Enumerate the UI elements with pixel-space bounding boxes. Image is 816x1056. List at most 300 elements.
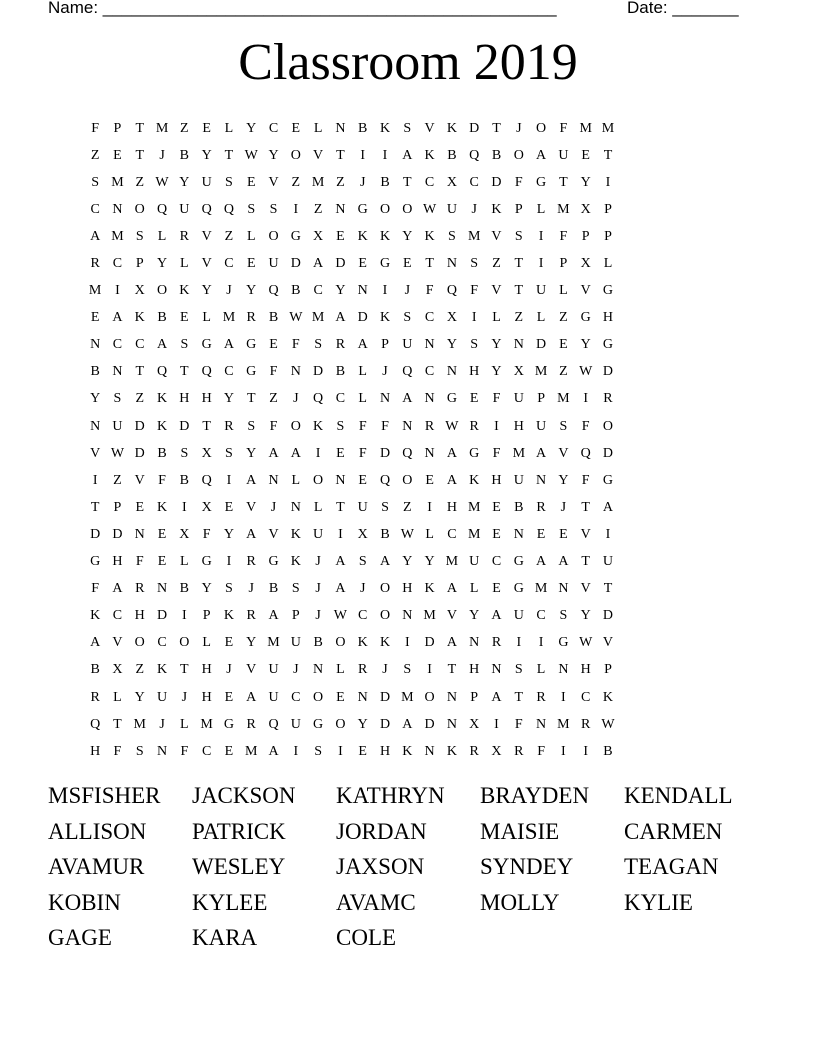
grid-letter: P — [559, 256, 568, 272]
grid-letter: J — [315, 581, 321, 597]
grid-letter: Q — [446, 283, 457, 299]
grid-letter: Q — [201, 201, 212, 217]
grid-letter: C — [112, 256, 123, 272]
grid-letter: H — [446, 499, 457, 515]
grid-letter: I — [494, 716, 499, 732]
grid-letter: A — [335, 581, 346, 597]
grid-letter: H — [379, 743, 391, 759]
grid-letter: M — [601, 120, 615, 136]
grid-letter: F — [269, 418, 278, 434]
grid-letter: J — [471, 201, 477, 217]
grid-letter: J — [359, 581, 366, 597]
grid-letter: K — [357, 228, 368, 244]
grid-letter: N — [491, 662, 502, 678]
grid-letter: X — [491, 743, 502, 759]
grid-letter: E — [425, 472, 434, 488]
grid-letter: W — [155, 174, 169, 190]
grid-letter: E — [224, 743, 234, 759]
grid-letter: J — [404, 283, 411, 299]
grid-row — [84, 359, 619, 386]
grid-letter: B — [90, 662, 100, 678]
grid-letter: V — [491, 283, 502, 299]
grid-letter: C — [313, 283, 323, 299]
grid-letter: E — [224, 689, 234, 705]
grid-letter: N — [536, 472, 547, 488]
grid-letter: S — [225, 581, 233, 597]
grid-letter: R — [246, 608, 256, 624]
grid-letter: Z — [224, 228, 234, 244]
word-list-item: MOLLY — [480, 889, 560, 915]
grid-letter: C — [112, 608, 123, 624]
grid-letter: O — [379, 581, 391, 597]
grid-letter: X — [313, 228, 324, 244]
grid-letter: S — [470, 256, 479, 272]
grid-letter: K — [424, 228, 435, 244]
grid-letter: F — [537, 743, 545, 759]
grid-letter: Z — [135, 662, 145, 678]
grid-letter: I — [338, 526, 343, 542]
grid-letter: S — [514, 662, 523, 678]
grid-letter: I — [293, 743, 299, 759]
grid-letter: W — [579, 635, 593, 651]
grid-letter: N — [513, 337, 524, 353]
grid-letter: S — [514, 228, 523, 244]
grid-letter: D — [290, 256, 301, 272]
grid-letter: C — [424, 174, 435, 190]
grid-letter: Z — [559, 364, 568, 380]
grid-letter: W — [579, 364, 593, 380]
grid-letter: A — [246, 689, 257, 705]
grid-letter: K — [602, 689, 614, 705]
grid-letter: S — [448, 228, 456, 244]
grid-letter: F — [180, 743, 189, 759]
grid-letter: T — [336, 147, 345, 163]
grid-letter: E — [224, 499, 234, 515]
grid-letter: Q — [580, 445, 591, 461]
grid-letter: U — [469, 554, 480, 570]
grid-letter: T — [559, 174, 568, 190]
grid-letter: V — [268, 526, 279, 542]
word-list-item: KATHRYN — [336, 783, 445, 808]
grid-letter: A — [536, 147, 547, 163]
grid-letter: U — [201, 174, 212, 190]
grid-letter: Y — [424, 554, 435, 570]
grid-letter: T — [447, 662, 457, 678]
grid-letter: N — [335, 201, 346, 217]
grid-letter: S — [225, 174, 233, 190]
grid-letter: B — [157, 445, 167, 461]
grid-letter: K — [156, 418, 168, 434]
grid-letter: K — [290, 554, 301, 570]
grid-letter: R — [246, 716, 256, 732]
grid-letter: F — [581, 418, 590, 434]
grid-letter: I — [315, 445, 321, 461]
grid-letter: D — [179, 418, 190, 434]
grid-letter: C — [157, 635, 167, 651]
grid-letter: Y — [469, 608, 480, 624]
grid-letter: J — [293, 662, 299, 678]
grid-letter: N — [402, 608, 413, 624]
grid-letter: S — [403, 662, 412, 678]
grid-letter: D — [379, 445, 391, 461]
grid-letter: O — [424, 689, 435, 705]
grid-letter: M — [423, 608, 436, 624]
grid-letter: R — [246, 310, 256, 326]
grid-letter: V — [201, 256, 212, 272]
grid-letter: R — [424, 418, 435, 434]
grid-letter: Y — [246, 635, 257, 651]
grid-letter: J — [315, 554, 321, 570]
grid-letter: M — [111, 228, 124, 244]
grid-letter: E — [581, 147, 590, 163]
grid-letter: I — [293, 201, 299, 217]
grid-letter: T — [425, 256, 434, 272]
grid-letter: Q — [268, 716, 279, 732]
grid-letter: B — [291, 283, 301, 299]
grid-letter: M — [467, 228, 481, 244]
word-list-item: JORDAN — [336, 818, 427, 844]
grid-letter: F — [514, 716, 523, 732]
grid-letter: Z — [269, 391, 278, 407]
grid-letter: F — [135, 554, 144, 570]
grid-letter: B — [313, 635, 323, 651]
grid-letter: I — [404, 635, 410, 651]
grid-letter: I — [92, 472, 98, 488]
grid-letter: S — [403, 310, 412, 326]
grid-letter: E — [224, 635, 234, 651]
grid-letter: U — [446, 201, 457, 217]
grid-letter: L — [224, 120, 234, 136]
grid-letter: G — [536, 174, 547, 190]
grid-letter: A — [446, 635, 457, 651]
grid-letter: T — [514, 256, 524, 272]
grid-letter: I — [494, 418, 499, 434]
grid-letter: P — [113, 499, 122, 515]
grid-letter: J — [159, 147, 165, 163]
grid-letter: U — [513, 472, 524, 488]
grid-letter: Y — [402, 554, 413, 570]
grid-letter: S — [336, 418, 345, 434]
grid-letter: I — [561, 689, 566, 705]
grid-letter: G — [602, 283, 614, 299]
grid-letter: E — [246, 174, 256, 190]
grid-letter: O — [134, 201, 145, 217]
grid-letter: C — [581, 689, 591, 705]
grid-letter: I — [583, 391, 589, 407]
grid-letter: R — [224, 418, 234, 434]
grid-letter: X — [469, 716, 480, 732]
grid-row — [84, 440, 619, 467]
grid-letter: I — [115, 283, 120, 299]
grid-letter: L — [536, 662, 546, 678]
grid-letter: S — [559, 418, 568, 434]
grid-letter: K — [90, 608, 101, 624]
grid-letter: B — [491, 147, 502, 163]
grid-letter: A — [335, 554, 346, 570]
grid-letter: U — [402, 337, 413, 353]
grid-letter: M — [467, 499, 481, 515]
grid-letter: A — [446, 472, 457, 488]
grid-letter: Y — [201, 581, 212, 597]
grid-letter: G — [246, 364, 257, 380]
grid-letter: T — [180, 662, 189, 678]
grid-letter: K — [379, 228, 391, 244]
grid-letter: F — [358, 445, 367, 461]
grid-letter: R — [469, 418, 479, 434]
grid-letter: N — [424, 337, 435, 353]
grid-letter: K — [469, 472, 480, 488]
grid-letter: D — [602, 364, 614, 380]
grid-letter: L — [291, 472, 301, 488]
grid-letter: H — [402, 581, 413, 597]
grid-letter: S — [91, 174, 100, 190]
grid-letter: M — [88, 283, 102, 299]
grid-letter: M — [155, 120, 169, 136]
header-line — [48, 0, 748, 20]
grid-letter: M — [311, 310, 325, 326]
grid-letter: J — [181, 689, 188, 705]
grid-letter: Y — [156, 256, 168, 272]
grid-letter: E — [113, 147, 122, 163]
grid-letter: K — [134, 310, 145, 326]
grid-letter: N — [536, 716, 547, 732]
grid-letter: E — [358, 256, 367, 272]
grid-letter: T — [403, 174, 412, 190]
grid-letter: F — [559, 228, 568, 244]
word-list-item: KYLEE — [192, 889, 268, 915]
grid-letter: D — [602, 445, 614, 461]
grid-letter: A — [268, 445, 279, 461]
grid-letter: I — [360, 147, 366, 163]
grid-letter: H — [469, 364, 480, 380]
grid-letter: Q — [223, 201, 234, 217]
grid-row — [84, 657, 619, 684]
grid-letter: D — [112, 526, 123, 542]
word-list — [48, 780, 778, 958]
grid-letter: P — [135, 256, 144, 272]
grid-row — [84, 115, 619, 142]
grid-letter: W — [244, 147, 258, 163]
grid-letter: G — [580, 310, 591, 326]
grid-letter: A — [112, 310, 123, 326]
grid-letter: Y — [558, 472, 569, 488]
grid-letter: X — [513, 364, 524, 380]
grid-letter: X — [201, 445, 212, 461]
grid-letter: V — [112, 635, 123, 651]
grid-letter: I — [226, 472, 232, 488]
grid-letter: O — [156, 283, 168, 299]
grid-letter: U — [268, 256, 279, 272]
grid-letter: F — [559, 120, 568, 136]
grid-letter: Y — [201, 283, 212, 299]
grid-letter: V — [90, 445, 101, 461]
grid-letter: P — [537, 391, 545, 407]
grid-letter: L — [180, 716, 189, 732]
grid-letter: K — [156, 662, 168, 678]
grid-letter: C — [201, 743, 212, 759]
grid-letter: C — [268, 120, 279, 136]
word-list-item: AVAMC — [336, 889, 416, 915]
grid-letter: U — [357, 499, 368, 515]
word-list-item: KARA — [192, 925, 258, 950]
grid-letter: O — [313, 689, 324, 705]
grid-letter: H — [201, 391, 212, 407]
grid-letter: N — [446, 689, 457, 705]
grid-letter: D — [134, 445, 145, 461]
grid-letter: Y — [491, 364, 502, 380]
grid-letter: N — [424, 743, 435, 759]
grid-letter: D — [90, 526, 101, 542]
grid-letter: G — [313, 716, 324, 732]
grid-letter: N — [90, 418, 101, 434]
grid-letter: N — [156, 581, 168, 597]
grid-letter: J — [382, 662, 388, 678]
grid-letter: U — [536, 283, 547, 299]
grid-letter: V — [580, 581, 591, 597]
grid-letter: P — [514, 201, 523, 217]
grid-letter: L — [313, 120, 323, 136]
grid-letter: A — [491, 689, 502, 705]
grid-letter: N — [335, 472, 346, 488]
grid-letter: N — [424, 445, 435, 461]
grid-letter: I — [226, 554, 232, 570]
grid-letter: N — [379, 391, 391, 407]
grid-letter: R — [514, 743, 524, 759]
grid-letter: L — [202, 635, 211, 651]
word-list-item: ALLISON — [48, 818, 147, 844]
grid-letter: W — [110, 445, 125, 461]
grid-letter: S — [247, 201, 256, 217]
grid-letter: D — [379, 716, 391, 732]
grid-letter: E — [403, 256, 412, 272]
grid-letter: P — [381, 337, 389, 353]
grid-letter: D — [424, 635, 435, 651]
grid-letter: R — [491, 635, 502, 651]
grid-letter: Y — [402, 228, 413, 244]
grid-letter: E — [469, 391, 479, 407]
grid-row — [84, 250, 619, 277]
grid-letter: G — [290, 228, 301, 244]
grid-letter: O — [402, 472, 413, 488]
grid-letter: L — [246, 228, 256, 244]
grid-letter: M — [245, 743, 258, 759]
grid-letter: E — [135, 499, 145, 515]
grid-letter: Q — [156, 364, 168, 380]
grid-letter: A — [536, 445, 547, 461]
grid-letter: O — [402, 201, 413, 217]
grid-letter: G — [357, 201, 368, 217]
grid-letter: S — [247, 418, 256, 434]
grid-letter: V — [268, 174, 279, 190]
grid-letter: R — [536, 689, 546, 705]
grid-letter: S — [403, 120, 412, 136]
grid-letter: E — [336, 228, 345, 244]
grid-letter: V — [558, 445, 569, 461]
grid-letter: N — [290, 499, 301, 515]
grid-letter: H — [179, 391, 190, 407]
grid-letter: E — [492, 526, 501, 542]
grid-letter: Y — [90, 391, 101, 407]
grid-letter: L — [180, 554, 189, 570]
grid-letter: E — [90, 310, 100, 326]
grid-letter: B — [380, 174, 390, 190]
grid-letter: S — [269, 201, 278, 217]
grid-letter: H — [201, 689, 212, 705]
grid-letter: U — [513, 608, 524, 624]
grid-letter: J — [270, 499, 277, 515]
word-list-item: KENDALL — [624, 783, 733, 808]
grid-letter: L — [358, 364, 367, 380]
word-list-item: AVAMUR — [48, 854, 145, 879]
grid-letter: S — [180, 445, 189, 461]
grid-letter: X — [179, 526, 190, 542]
grid-letter: C — [224, 364, 234, 380]
grid-letter: Z — [180, 120, 189, 136]
grid-letter: Z — [135, 391, 145, 407]
grid-letter: A — [112, 581, 123, 597]
grid-letter: E — [202, 120, 211, 136]
word-list-item: JAXSON — [336, 854, 425, 879]
grid-letter: L — [113, 689, 122, 705]
grid-letter: Z — [559, 310, 568, 326]
grid-row — [84, 196, 619, 223]
grid-letter: U — [536, 418, 547, 434]
grid-letter: R — [469, 743, 479, 759]
grid-letter: C — [491, 554, 502, 570]
grid-letter: L — [336, 662, 345, 678]
grid-letter: I — [538, 228, 544, 244]
grid-letter: Z — [291, 174, 301, 190]
grid-letter: E — [536, 526, 546, 542]
grid-letter: A — [313, 256, 324, 272]
grid-letter: N — [156, 743, 168, 759]
grid-letter: K — [491, 201, 502, 217]
grid-letter: A — [446, 445, 457, 461]
grid-letter: N — [558, 581, 569, 597]
grid-letter: G — [201, 337, 212, 353]
grid-letter: I — [538, 635, 544, 651]
grid-letter: W — [400, 526, 414, 542]
grid-letter: I — [182, 499, 187, 515]
grid-letter: U — [268, 689, 279, 705]
grid-letter: D — [536, 337, 547, 353]
grid-letter: L — [469, 581, 479, 597]
grid-letter: O — [290, 147, 301, 163]
grid-letter: T — [514, 283, 524, 299]
grid-letter: X — [446, 310, 457, 326]
grid-letter: T — [135, 364, 145, 380]
grid-letter: Y — [223, 526, 234, 542]
grid-letter: C — [424, 310, 435, 326]
grid-letter: B — [179, 147, 189, 163]
grid-letter: B — [90, 364, 100, 380]
grid-letter: T — [492, 120, 501, 136]
grid-letter: Z — [492, 256, 501, 272]
grid-letter: P — [470, 689, 479, 705]
grid-letter: T — [336, 499, 345, 515]
grid-letter: D — [156, 608, 168, 624]
grid-letter: F — [202, 526, 211, 542]
grid-row — [84, 413, 619, 440]
grid-letter: Z — [403, 499, 412, 515]
word-list-item: BRAYDEN — [480, 783, 590, 808]
grid-letter: L — [559, 283, 568, 299]
grid-letter: M — [557, 391, 570, 407]
grid-letter: K — [223, 608, 234, 624]
grid-letter: N — [446, 716, 457, 732]
grid-letter: M — [512, 445, 526, 461]
grid-letter: L — [536, 310, 546, 326]
